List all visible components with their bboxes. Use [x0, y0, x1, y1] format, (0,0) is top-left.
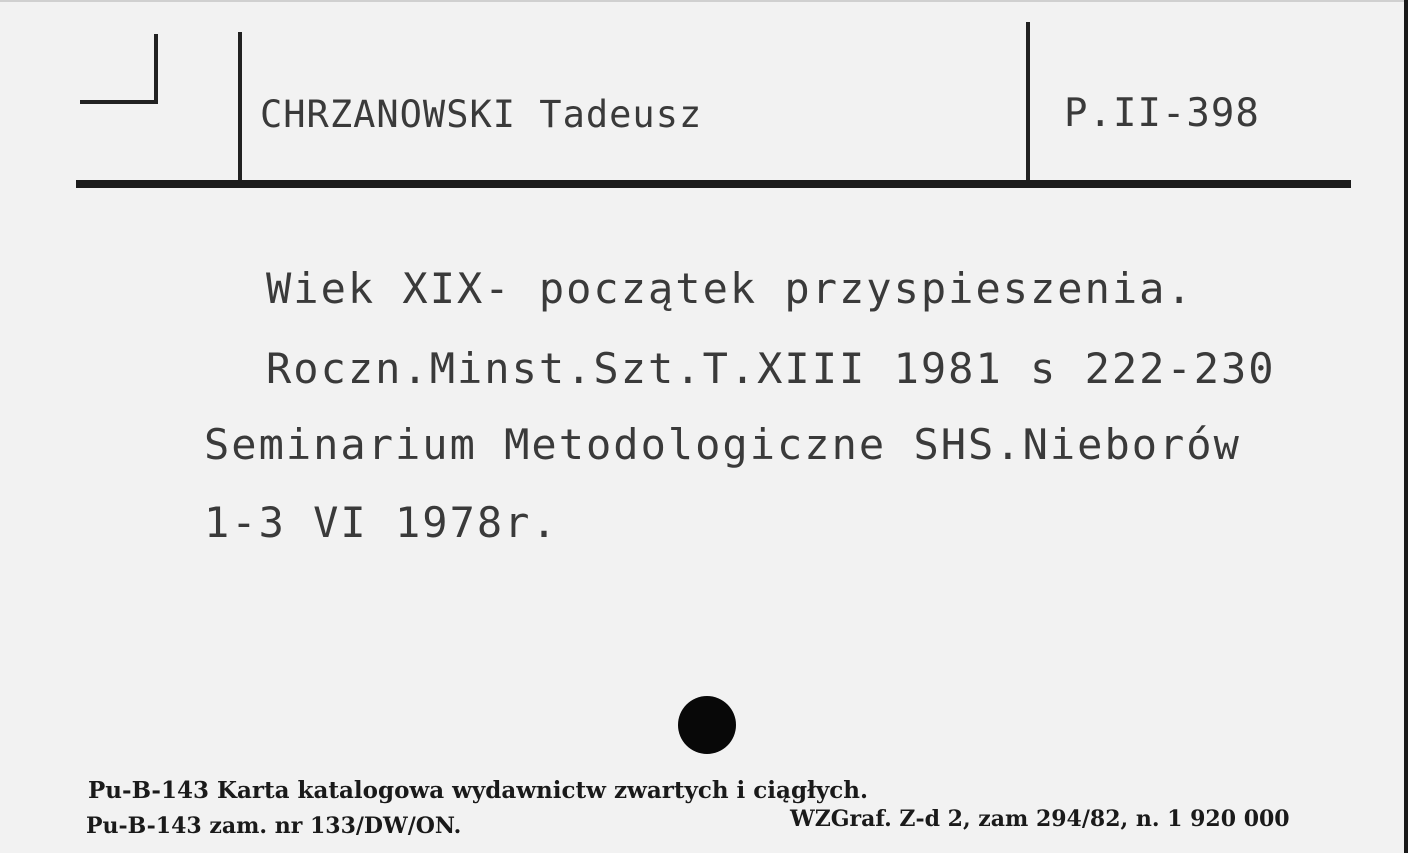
author-heading: CHRZANOWSKI Tadeusz	[260, 93, 703, 136]
header-rule	[76, 180, 1351, 188]
header-divider-left	[238, 32, 242, 182]
entry-title: Wiek XIX- początek przyspieszenia.	[266, 264, 1194, 313]
footer-order-number: Pu-B-143 zam. nr 133/DW/ON.	[86, 813, 462, 839]
header-divider-right	[1026, 22, 1030, 182]
entry-source: Roczn.Minst.Szt.T.XIII 1981 s 222-230	[266, 344, 1276, 393]
footer-form-description: Pu-B-143 Karta katalogowa wydawnictw zwartych i ciągłych.	[88, 777, 868, 804]
card-top-edge	[0, 0, 1408, 2]
entry-date: 1-3 VI 1978r.	[204, 498, 559, 547]
footer-printer-info: WZGraf. Z-d 2, zam 294/82, n. 1 920 000	[790, 806, 1290, 832]
corner-mark-horizontal	[80, 100, 158, 104]
punch-hole	[678, 696, 736, 754]
card-right-edge	[1404, 0, 1408, 853]
corner-mark-vertical	[154, 34, 158, 104]
entry-seminar: Seminarium Metodologiczne SHS.Nieborów	[204, 420, 1241, 469]
call-number: P.II-398	[1064, 91, 1260, 136]
